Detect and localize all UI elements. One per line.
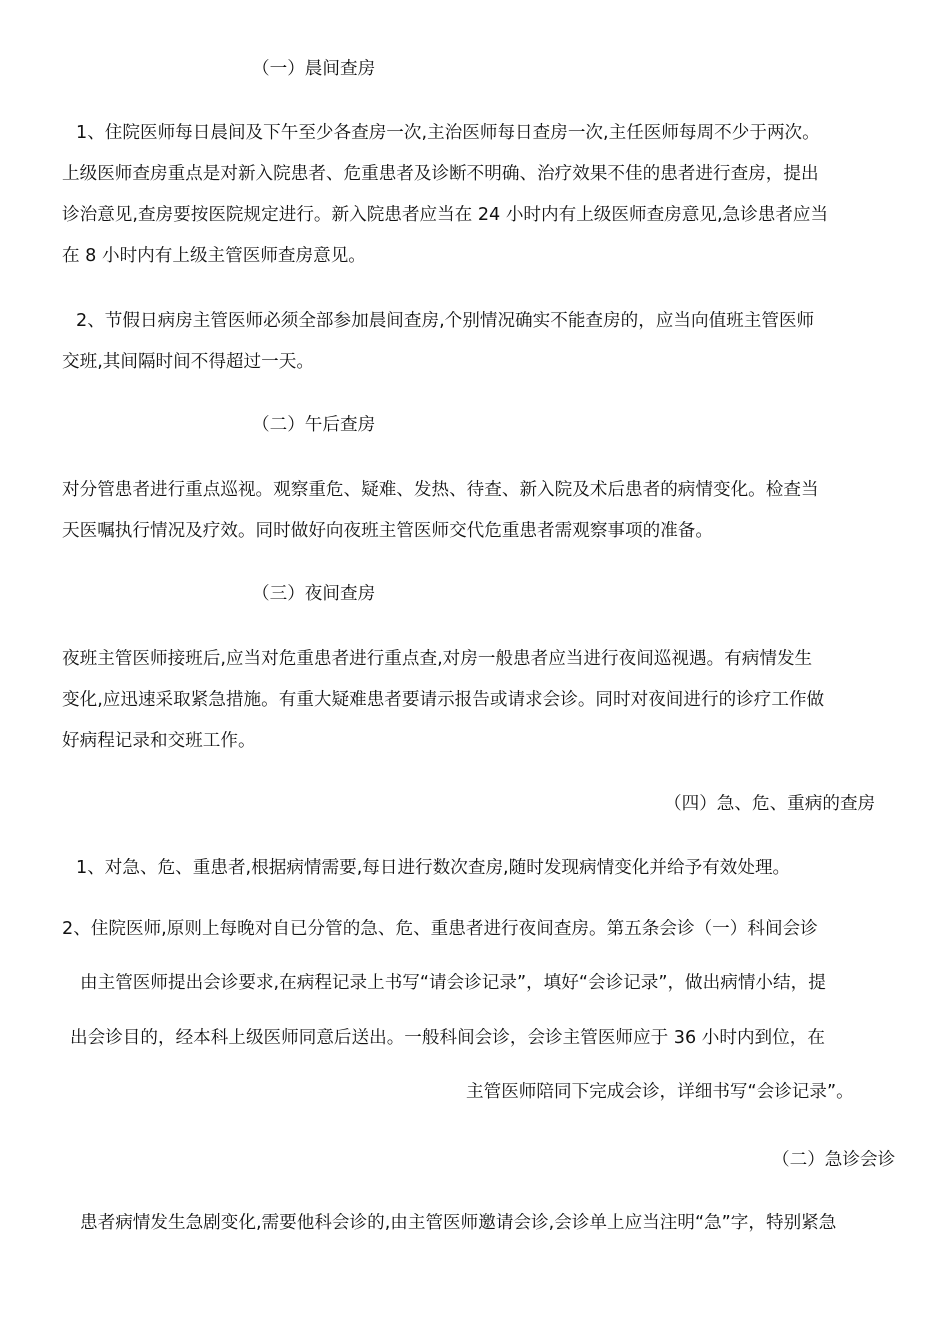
paragraph-line: 2、住院医师,原则上每晚对自已分管的急、危、重患者进行夜间查房。第五条会诊（一）科间会诊 [62,919,818,939]
paragraph-line: 由主管医师提出会诊要求,在病程记录上书写“请会诊记录”，填好“会诊记录”，做出病情小结，提 [80,973,826,993]
paragraph-line: 诊治意见,查房要按医院规定进行。新入院患者应当在 24 小时内有上级医师查房意见,急诊患者应当 [62,205,829,225]
paragraph-line: 主管医师陪同下完成会诊，详细书写“会诊记录”。 [466,1082,854,1102]
section-heading-morning-rounds: （一）晨间查房 [252,59,376,79]
section-heading-critical-rounds: （四）急、危、重病的查房 [664,794,876,814]
section-heading-emergency-consultation: （二）急诊会诊 [772,1150,896,1170]
paragraph-line: 1、对急、危、重患者,根据病情需要,每日进行数次查房,随时发现病情变化并给予有效处理。 [76,858,791,878]
paragraph-line: 在 8 小时内有上级主管医师查房意见。 [62,246,366,266]
paragraph-line: 出会诊目的，经本科上级医师同意后送出。一般科间会诊，会诊主管医师应于 36 小时内到位，在 [70,1028,825,1048]
section-heading-night-rounds: （三）夜间查房 [252,584,376,604]
paragraph-line: 上级医师查房重点是对新入院患者、危重患者及诊断不明确、治疗效果不佳的患者进行查房，提出 [62,164,819,184]
paragraph-line: 好病程记录和交班工作。 [62,731,256,751]
paragraph-line: 交班,其间隔时间不得超过一天。 [62,352,314,372]
paragraph-line: 天医嘱执行情况及疗效。同时做好向夜班主管医师交代危重患者需观察事项的准备。 [62,521,713,541]
paragraph-line: 变化,应迅速采取紧急措施。有重大疑难患者要请示报告或请求会诊。同时对夜间进行的诊疗工作做 [62,690,825,710]
paragraph-line: 对分管患者进行重点巡视。观察重危、疑难、发热、待查、新入院及术后患者的病情变化。检查当 [62,480,819,500]
paragraph-line: 2、节假日病房主管医师必须全部参加晨间查房,个别情况确实不能查房的，应当向值班主管医师 [76,311,815,331]
paragraph-line: 患者病情发生急剧变化,需要他科会诊的,由主管医师邀请会诊,会诊单上应当注明“急”字，特别紧急 [80,1213,837,1233]
paragraph-line: 夜班主管医师接班后,应当对危重患者进行重点查,对房一般患者应当进行夜间巡视遇。有病情发生 [62,649,813,669]
paragraph-line: 1、住院医师每日晨间及下午至少各查房一次,主治医师每日查房一次,主任医师每周不少于两次。 [76,123,820,143]
section-heading-afternoon-rounds: （二）午后查房 [252,415,376,435]
